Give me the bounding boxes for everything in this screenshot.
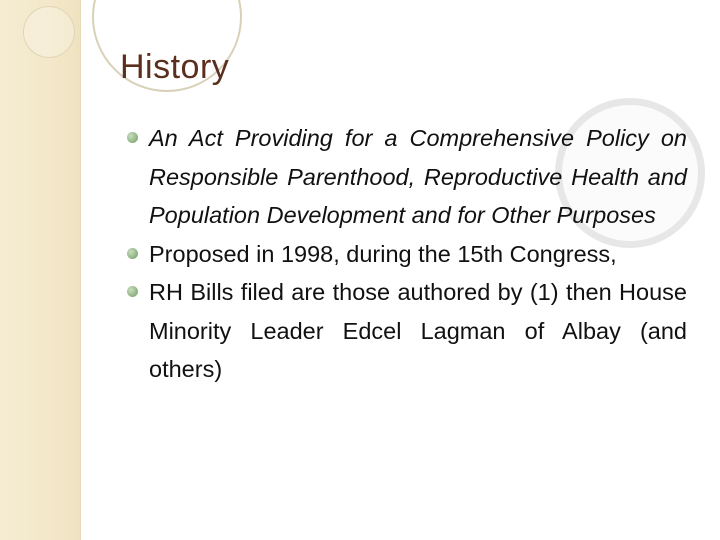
decor-circle-small (23, 6, 75, 58)
bullet-text: Proposed in 1998, during the 15th Congress, (149, 240, 617, 267)
bullet-item (127, 235, 687, 274)
bullet-icon (127, 132, 138, 143)
bullet-item (127, 119, 687, 235)
bullet-icon (127, 248, 138, 259)
left-decor-band (0, 0, 80, 540)
slide-title: History (120, 48, 230, 86)
bullet-icon (127, 286, 138, 297)
left-band-edge (80, 0, 81, 540)
bullet-item (127, 273, 687, 389)
slide-body (127, 119, 687, 389)
bullet-text: RH Bills filed are those authored by (1) then House Minority Leader Edcel Lagman of Albay (and others) (149, 279, 687, 382)
bullet-text: An Act Providing for a Comprehensive Policy on Responsible Parenthood, Reproductive Health and Population Development and for Other Purposes (149, 125, 687, 228)
bullet-list (127, 119, 687, 389)
